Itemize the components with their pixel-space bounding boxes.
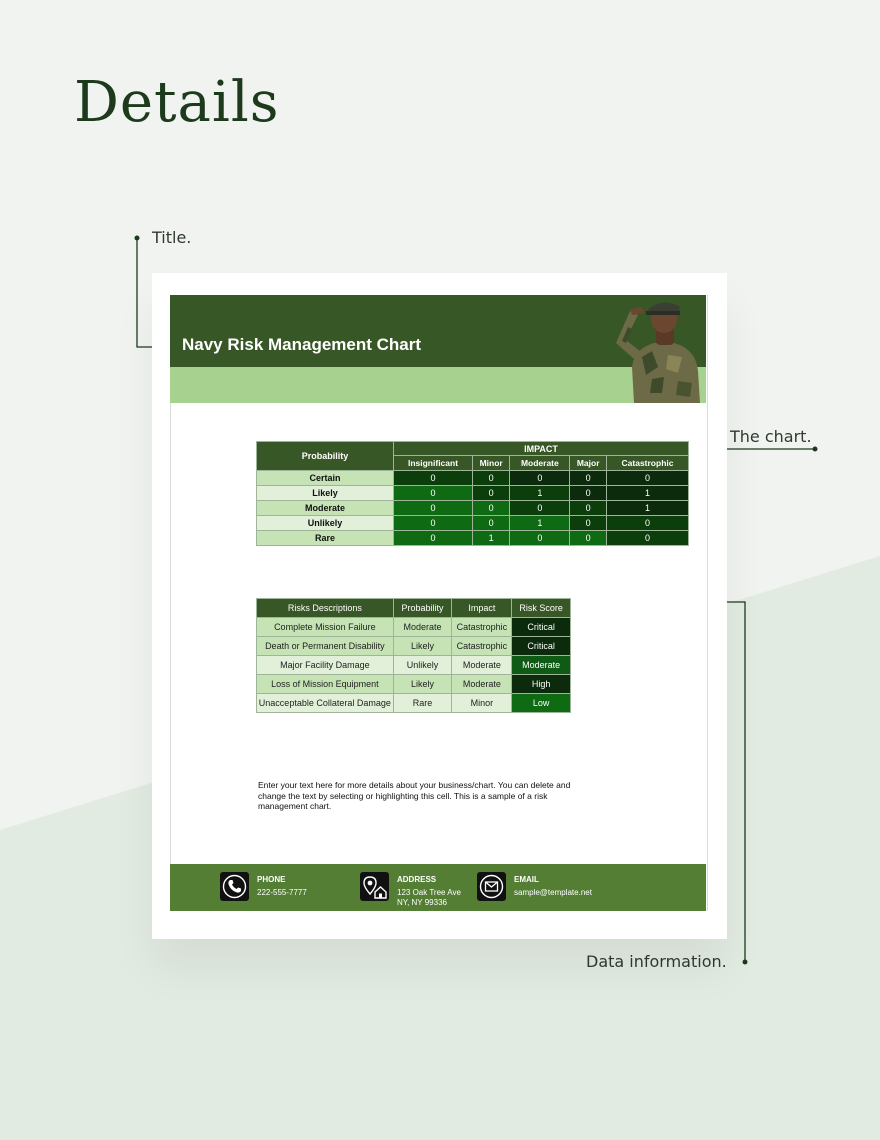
document-preview (152, 273, 727, 939)
phone-icon (220, 872, 249, 901)
matrix-cell: 1 (510, 516, 570, 531)
address-value (397, 888, 461, 908)
matrix-cell: 0 (570, 471, 607, 486)
matrix-row (257, 471, 689, 486)
impact-header: IMPACT (394, 442, 689, 456)
matrix-row-label: Moderate (257, 501, 394, 516)
matrix-cell: 0 (570, 501, 607, 516)
phone-label: PHONE (257, 875, 286, 884)
matrix-row (257, 531, 689, 546)
risk-probability: Rare (393, 694, 452, 713)
risk-probability: Moderate (393, 618, 452, 637)
phone-value: 222-555-7777 (257, 888, 307, 897)
matrix-cell: 0 (473, 486, 510, 501)
impact-level-header: Catastrophic (607, 456, 689, 471)
risk-impact: Moderate (452, 656, 512, 675)
matrix-cell: 0 (510, 501, 570, 516)
matrix-cell: 0 (607, 531, 689, 546)
risk-score: High (512, 675, 571, 694)
impact-level-header: Insignificant (394, 456, 473, 471)
risk-probability: Unlikely (393, 656, 452, 675)
matrix-cell: 1 (607, 486, 689, 501)
address-label: ADDRESS (397, 875, 437, 884)
risk-row (257, 637, 571, 656)
risk-impact: Moderate (452, 675, 512, 694)
risk-impact: Catastrophic (452, 637, 512, 656)
matrix-cell: 0 (473, 516, 510, 531)
matrix-cell: 0 (510, 471, 570, 486)
address-line: 123 Oak Tree Ave (397, 888, 461, 897)
risk-description: Unacceptable Collateral Damage (257, 694, 394, 713)
risk-row (257, 694, 571, 713)
matrix-row-label: Likely (257, 486, 394, 501)
callout-chart: The chart. (730, 427, 812, 446)
callout-title: Title. (152, 228, 192, 247)
matrix-cell: 0 (607, 516, 689, 531)
risk-col-header: Impact (452, 599, 512, 618)
matrix-cell: 0 (394, 501, 473, 516)
matrix-cell: 0 (510, 531, 570, 546)
document-title: Navy Risk Management Chart (182, 335, 422, 354)
probability-header: Probability (257, 442, 394, 471)
impact-level-header: Major (570, 456, 607, 471)
page-heading: Details (74, 70, 280, 135)
risk-matrix-table (256, 441, 689, 546)
matrix-cell: 1 (510, 486, 570, 501)
matrix-cell: 0 (473, 501, 510, 516)
email-value: sample@template.net (514, 888, 592, 897)
risk-col-header: Probability (393, 599, 452, 618)
risk-probability: Likely (393, 637, 452, 656)
matrix-cell: 0 (473, 471, 510, 486)
risk-description-table (256, 598, 571, 713)
callout-data: Data information. (586, 952, 727, 971)
risk-score: Low (512, 694, 571, 713)
matrix-cell: 1 (473, 531, 510, 546)
risk-row (257, 675, 571, 694)
risk-description: Death or Permanent Disability (257, 637, 394, 656)
risk-impact: Minor (452, 694, 512, 713)
matrix-row-label: Certain (257, 471, 394, 486)
impact-level-header: Moderate (510, 456, 570, 471)
matrix-cell: 0 (394, 486, 473, 501)
risk-col-header: Risks Descriptions (257, 599, 394, 618)
mail-icon (477, 872, 506, 901)
address-line: NY, NY 99336 (397, 898, 447, 907)
location-home-icon (360, 872, 389, 901)
matrix-row (257, 501, 689, 516)
risk-description: Major Facility Damage (257, 656, 394, 675)
matrix-row-label: Unlikely (257, 516, 394, 531)
risk-score: Critical (512, 618, 571, 637)
contact-footer (170, 864, 706, 911)
risk-row (257, 656, 571, 675)
matrix-row-label: Rare (257, 531, 394, 546)
matrix-cell: 0 (570, 516, 607, 531)
risk-col-header: Risk Score (512, 599, 571, 618)
risk-description: Complete Mission Failure (257, 618, 394, 637)
matrix-row (257, 486, 689, 501)
risk-probability: Likely (393, 675, 452, 694)
risk-score: Moderate (512, 656, 571, 675)
email-label: EMAIL (514, 875, 539, 884)
soldier-illustration (612, 297, 704, 403)
impact-level-header: Minor (473, 456, 510, 471)
matrix-cell: 0 (570, 486, 607, 501)
risk-description: Loss of Mission Equipment (257, 675, 394, 694)
matrix-cell: 0 (607, 471, 689, 486)
matrix-cell: 1 (607, 501, 689, 516)
matrix-cell: 0 (394, 516, 473, 531)
risk-row (257, 618, 571, 637)
risk-score: Critical (512, 637, 571, 656)
matrix-cell: 0 (394, 471, 473, 486)
matrix-cell: 0 (394, 531, 473, 546)
risk-impact: Catastrophic (452, 618, 512, 637)
matrix-cell: 0 (570, 531, 607, 546)
details-note: Enter your text here for more details about your business/chart. You can delete and change the text by selecting or highlighting this cell. This is a sample of a risk management chart. (258, 780, 571, 811)
matrix-row (257, 516, 689, 531)
